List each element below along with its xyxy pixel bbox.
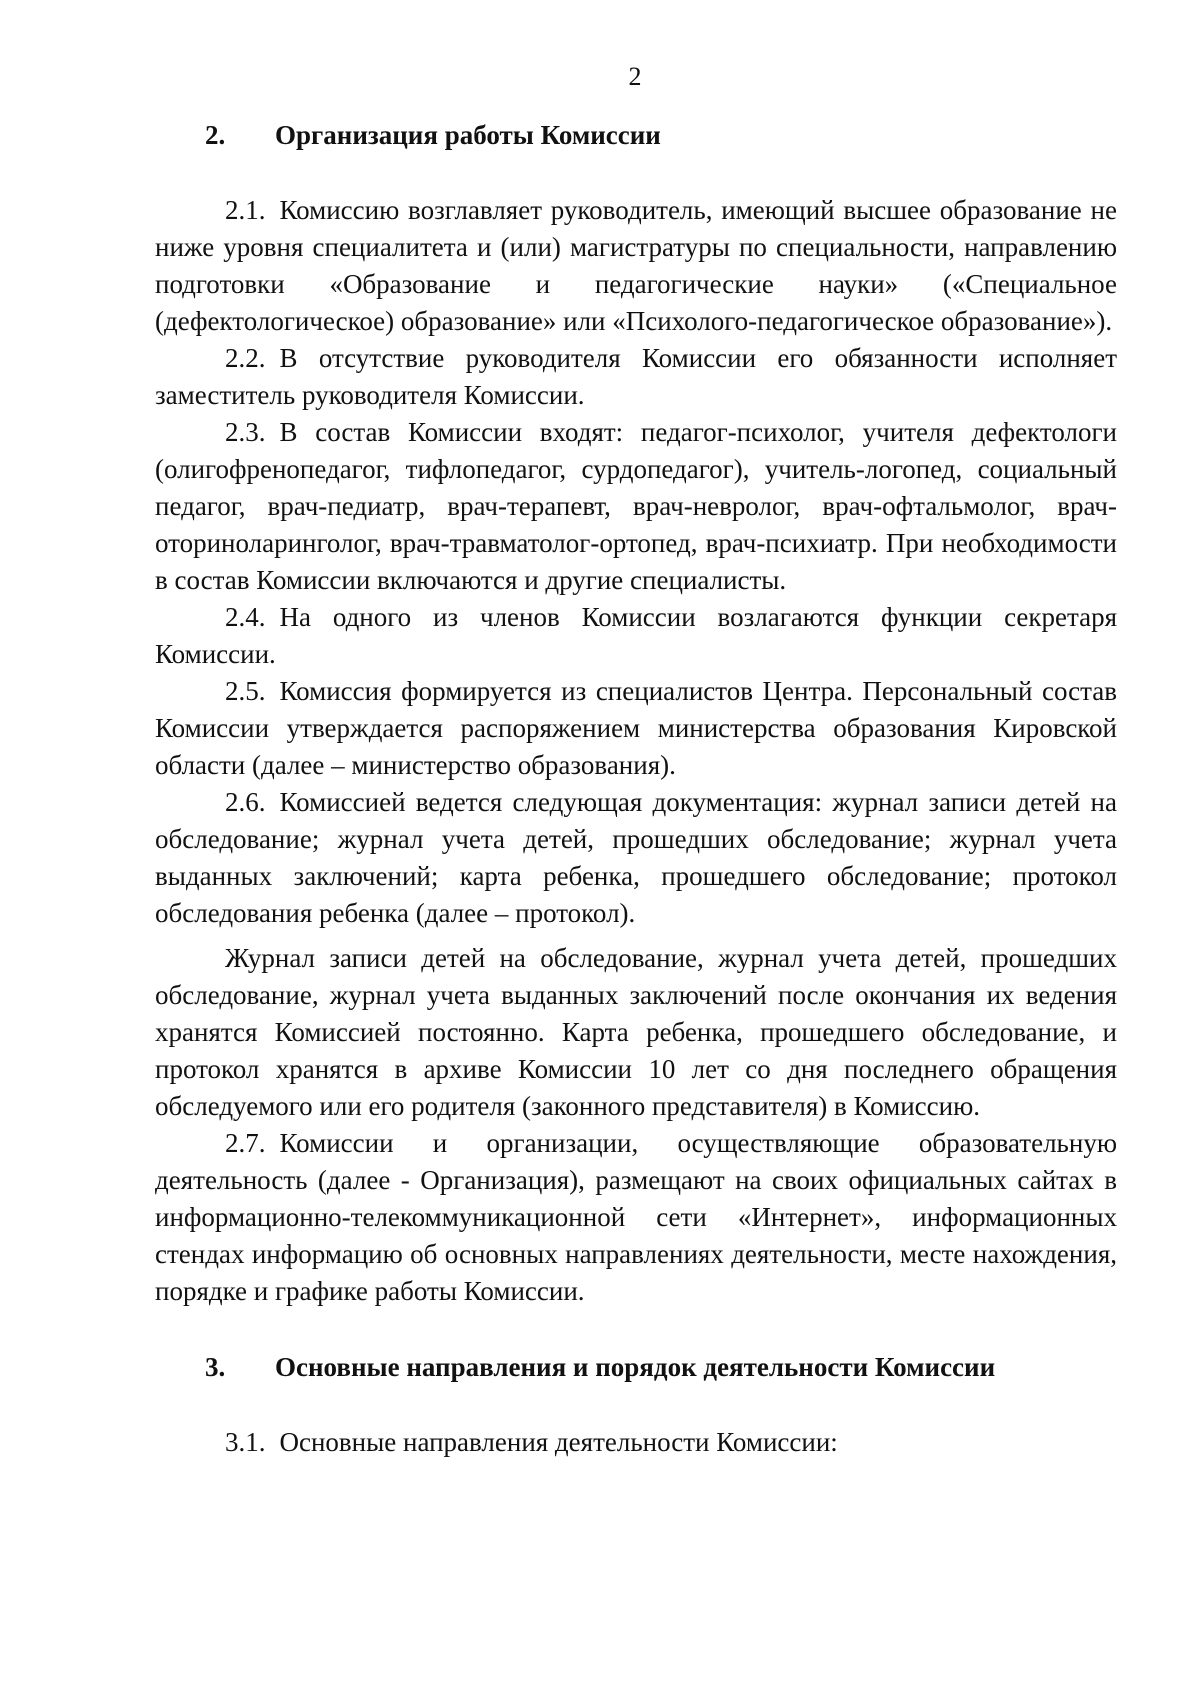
section-title: Основные направления и порядок деятельности Комиссии xyxy=(275,1352,996,1382)
paragraph-text: На одного из членов Комиссии возлагаются функции секретаря Комиссии. xyxy=(155,602,1117,669)
document-body xyxy=(155,118,1117,1461)
paragraph-2-3 xyxy=(155,414,1117,599)
paragraph-text: Журнал записи детей на обследование, журнал учета детей, прошедших обследование, журнал учета выданных заключений после окончания их ведения хранятся Комиссией постоянно. Карта ребенка, прошедшего обследование, и протокол хранятся в архиве Комиссии 10 лет со дня последнего обращения обследуемого или его родителя (законного представителя) в Комиссию. xyxy=(155,943,1117,1121)
paragraph-2-7 xyxy=(155,1125,1117,1310)
section-3-heading xyxy=(155,1350,1117,1384)
paragraph-number: 2.5. xyxy=(225,676,266,706)
section-2-heading xyxy=(155,118,1117,152)
paragraph-number: 2.7. xyxy=(225,1128,266,1158)
paragraph-2-6-continued xyxy=(155,940,1117,1125)
paragraph-text: Комиссию возглавляет руководитель, имеющий высшее образование не ниже уровня специалитета и (или) магистратуры по специальности, направлению подготовки «Образование и педагогические науки» («Специальное (дефектологическое) образование» или «Психолого-педагогическое образование»). xyxy=(155,195,1117,336)
paragraph-number: 2.3. xyxy=(225,417,266,447)
paragraph-2-6 xyxy=(155,784,1117,932)
section-title: Организация работы Комиссии xyxy=(275,120,661,150)
paragraph-2-4 xyxy=(155,599,1117,673)
paragraph-number: 2.2. xyxy=(225,343,266,373)
paragraph-number: 2.6. xyxy=(225,787,266,817)
paragraph-text: Комиссии и организации, осуществляющие образовательную деятельность (далее - Организация), размещают на своих официальных сайтах в информационно-телекоммуникационной сети «Интернет», информационных стендах информацию об основных направлениях деятельности, месте нахождения, порядке и графике работы Комиссии. xyxy=(155,1128,1117,1306)
paragraph-number: 3.1. xyxy=(225,1427,266,1457)
paragraph-text: Основные направления деятельности Комиссии: xyxy=(279,1427,838,1457)
paragraph-3-1 xyxy=(155,1424,1117,1461)
paragraph-number: 2.4. xyxy=(225,602,266,632)
paragraph-2-1 xyxy=(155,192,1117,340)
paragraph-text: Комиссия формируется из специалистов Центра. Персональный состав Комиссии утверждается распоряжением министерства образования Кировской области (далее – министерство образования). xyxy=(155,676,1117,780)
paragraph-text: Комиссией ведется следующая документация: журнал записи детей на обследование; журнал учета детей, прошедших обследование; журнал учета выданных заключений; карта ребенка, прошедшего обследование; протокол обследования ребенка (далее – протокол). xyxy=(155,787,1117,928)
paragraph-text: В отсутствие руководителя Комиссии его обязанности исполняет заместитель руководителя Комиссии. xyxy=(155,343,1117,410)
spacer xyxy=(155,932,1117,940)
spacer xyxy=(155,1310,1117,1350)
section-number: 2. xyxy=(205,120,226,150)
paragraph-text: В состав Комиссии входят: педагог-психолог, учителя дефектологи (олигофренопедагог, тифлопедагог, сурдопедагог), учитель-логопед, социальный педагог, врач-педиатр, врач-терапевт, врач-невролог, врач-офтальмолог, врач-оториноларинголог, врач-травматолог-ортопед, врач-психиатр. При необходимости в состав Комиссии включаются и другие специалисты. xyxy=(155,417,1117,595)
page-number: 2 xyxy=(628,62,642,91)
paragraph-number: 2.1. xyxy=(225,195,266,225)
paragraph-2-5 xyxy=(155,673,1117,784)
paragraph-2-2 xyxy=(155,340,1117,414)
section-number: 3. xyxy=(205,1352,226,1382)
